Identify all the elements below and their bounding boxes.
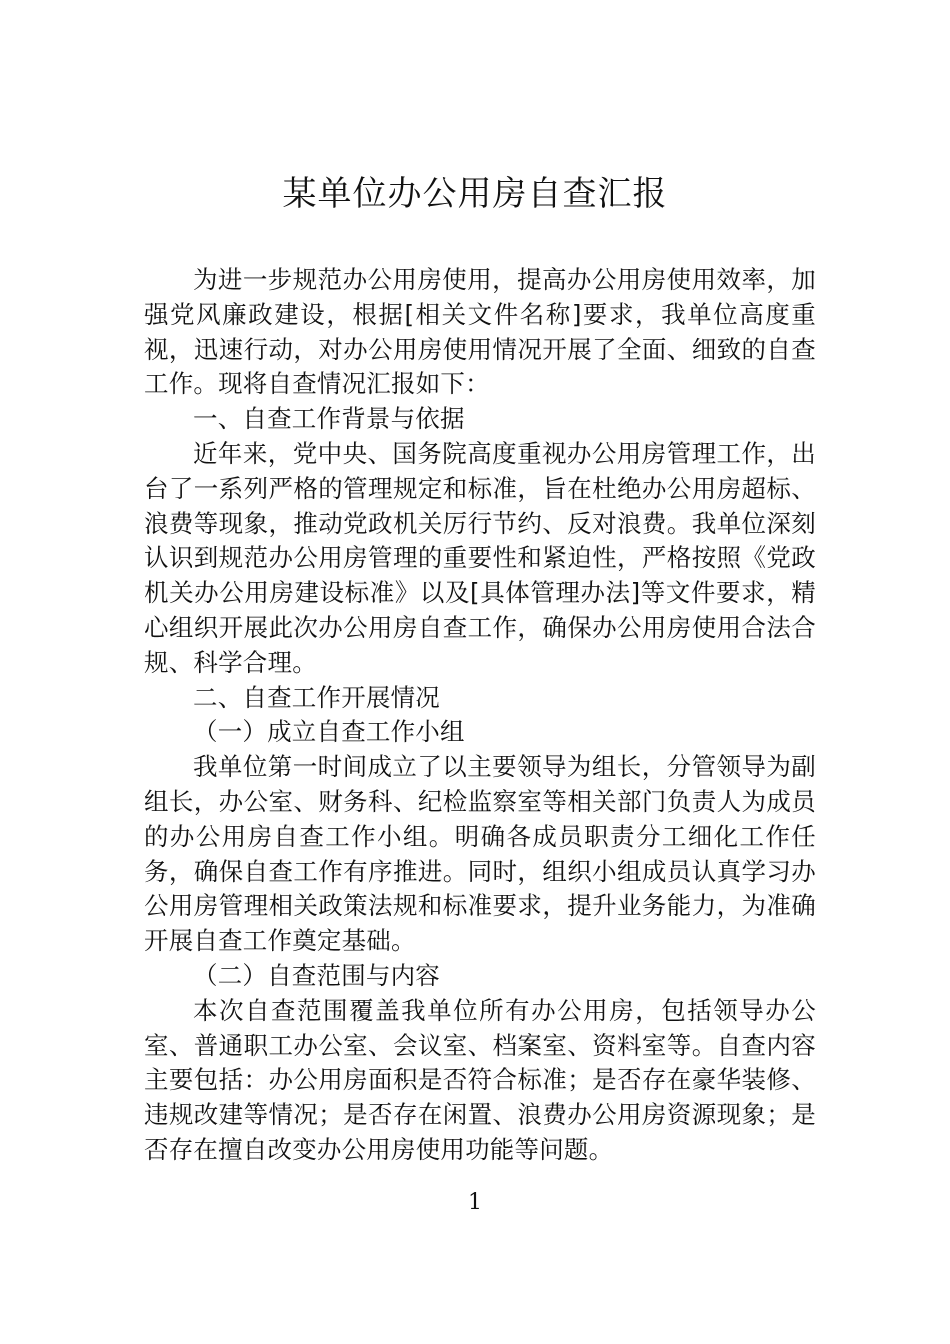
document-body — [144, 263, 816, 1168]
subsection-heading-2: （二）自查范围与内容 — [193, 960, 440, 990]
section-heading-2: 二、自查工作开展情况 — [193, 682, 440, 712]
working-group-paragraph: 我单位第一时间成立了以主要领导为组长，分管领导为副组长，办公室、财务科、纪检监察室等相关部门负责人为成员的办公用房自查工作小组。明确各成员职责分工细化工作任务，确保自查工作有序推进。同时，组织小组成员认真学习办公用房管理相关政策法规和标准要求，提升业务能力，为准确开展自查工作奠定基础。 — [144, 752, 816, 956]
document-title: 某单位办公用房自查汇报 — [282, 174, 668, 214]
intro-paragraph: 为进一步规范办公用房使用，提高办公用房使用效率，加强党风廉政建设，根据[相关文件名称]要求，我单位高度重视，迅速行动，对办公用房使用情况开展了全面、细致的自查工作。现将自查情况汇报如下： — [144, 265, 816, 399]
background-paragraph: 近年来，党中央、国务院高度重视办公用房管理工作，出台了一系列严格的管理规定和标准，旨在杜绝办公用房超标、浪费等现象，推动党政机关厉行节约、反对浪费。我单位深刻认识到规范办公用房管理的重要性和紧迫性，严格按照《党政机关办公用房建设标准》以及[具体管理办法]等文件要求，精心组织开展此次办公用房自查工作，确保办公用房使用合法合规、科学合理。 — [144, 438, 816, 677]
scope-paragraph: 本次自查范围覆盖我单位所有办公用房，包括领导办公室、普通职工办公室、会议室、档案室、资料室等。自查内容主要包括：办公用房面积是否符合标准；是否存在豪华装修、违规改建等情况；是否存在闲置、浪费办公用房资源现象；是否存在擅自改变办公用房使用功能等问题。 — [144, 995, 816, 1164]
page-number: 1 — [468, 1190, 482, 1215]
subsection-heading-1: （一）成立自查工作小组 — [193, 717, 465, 747]
section-heading-1: 一、自查工作背景与依据 — [193, 404, 465, 434]
